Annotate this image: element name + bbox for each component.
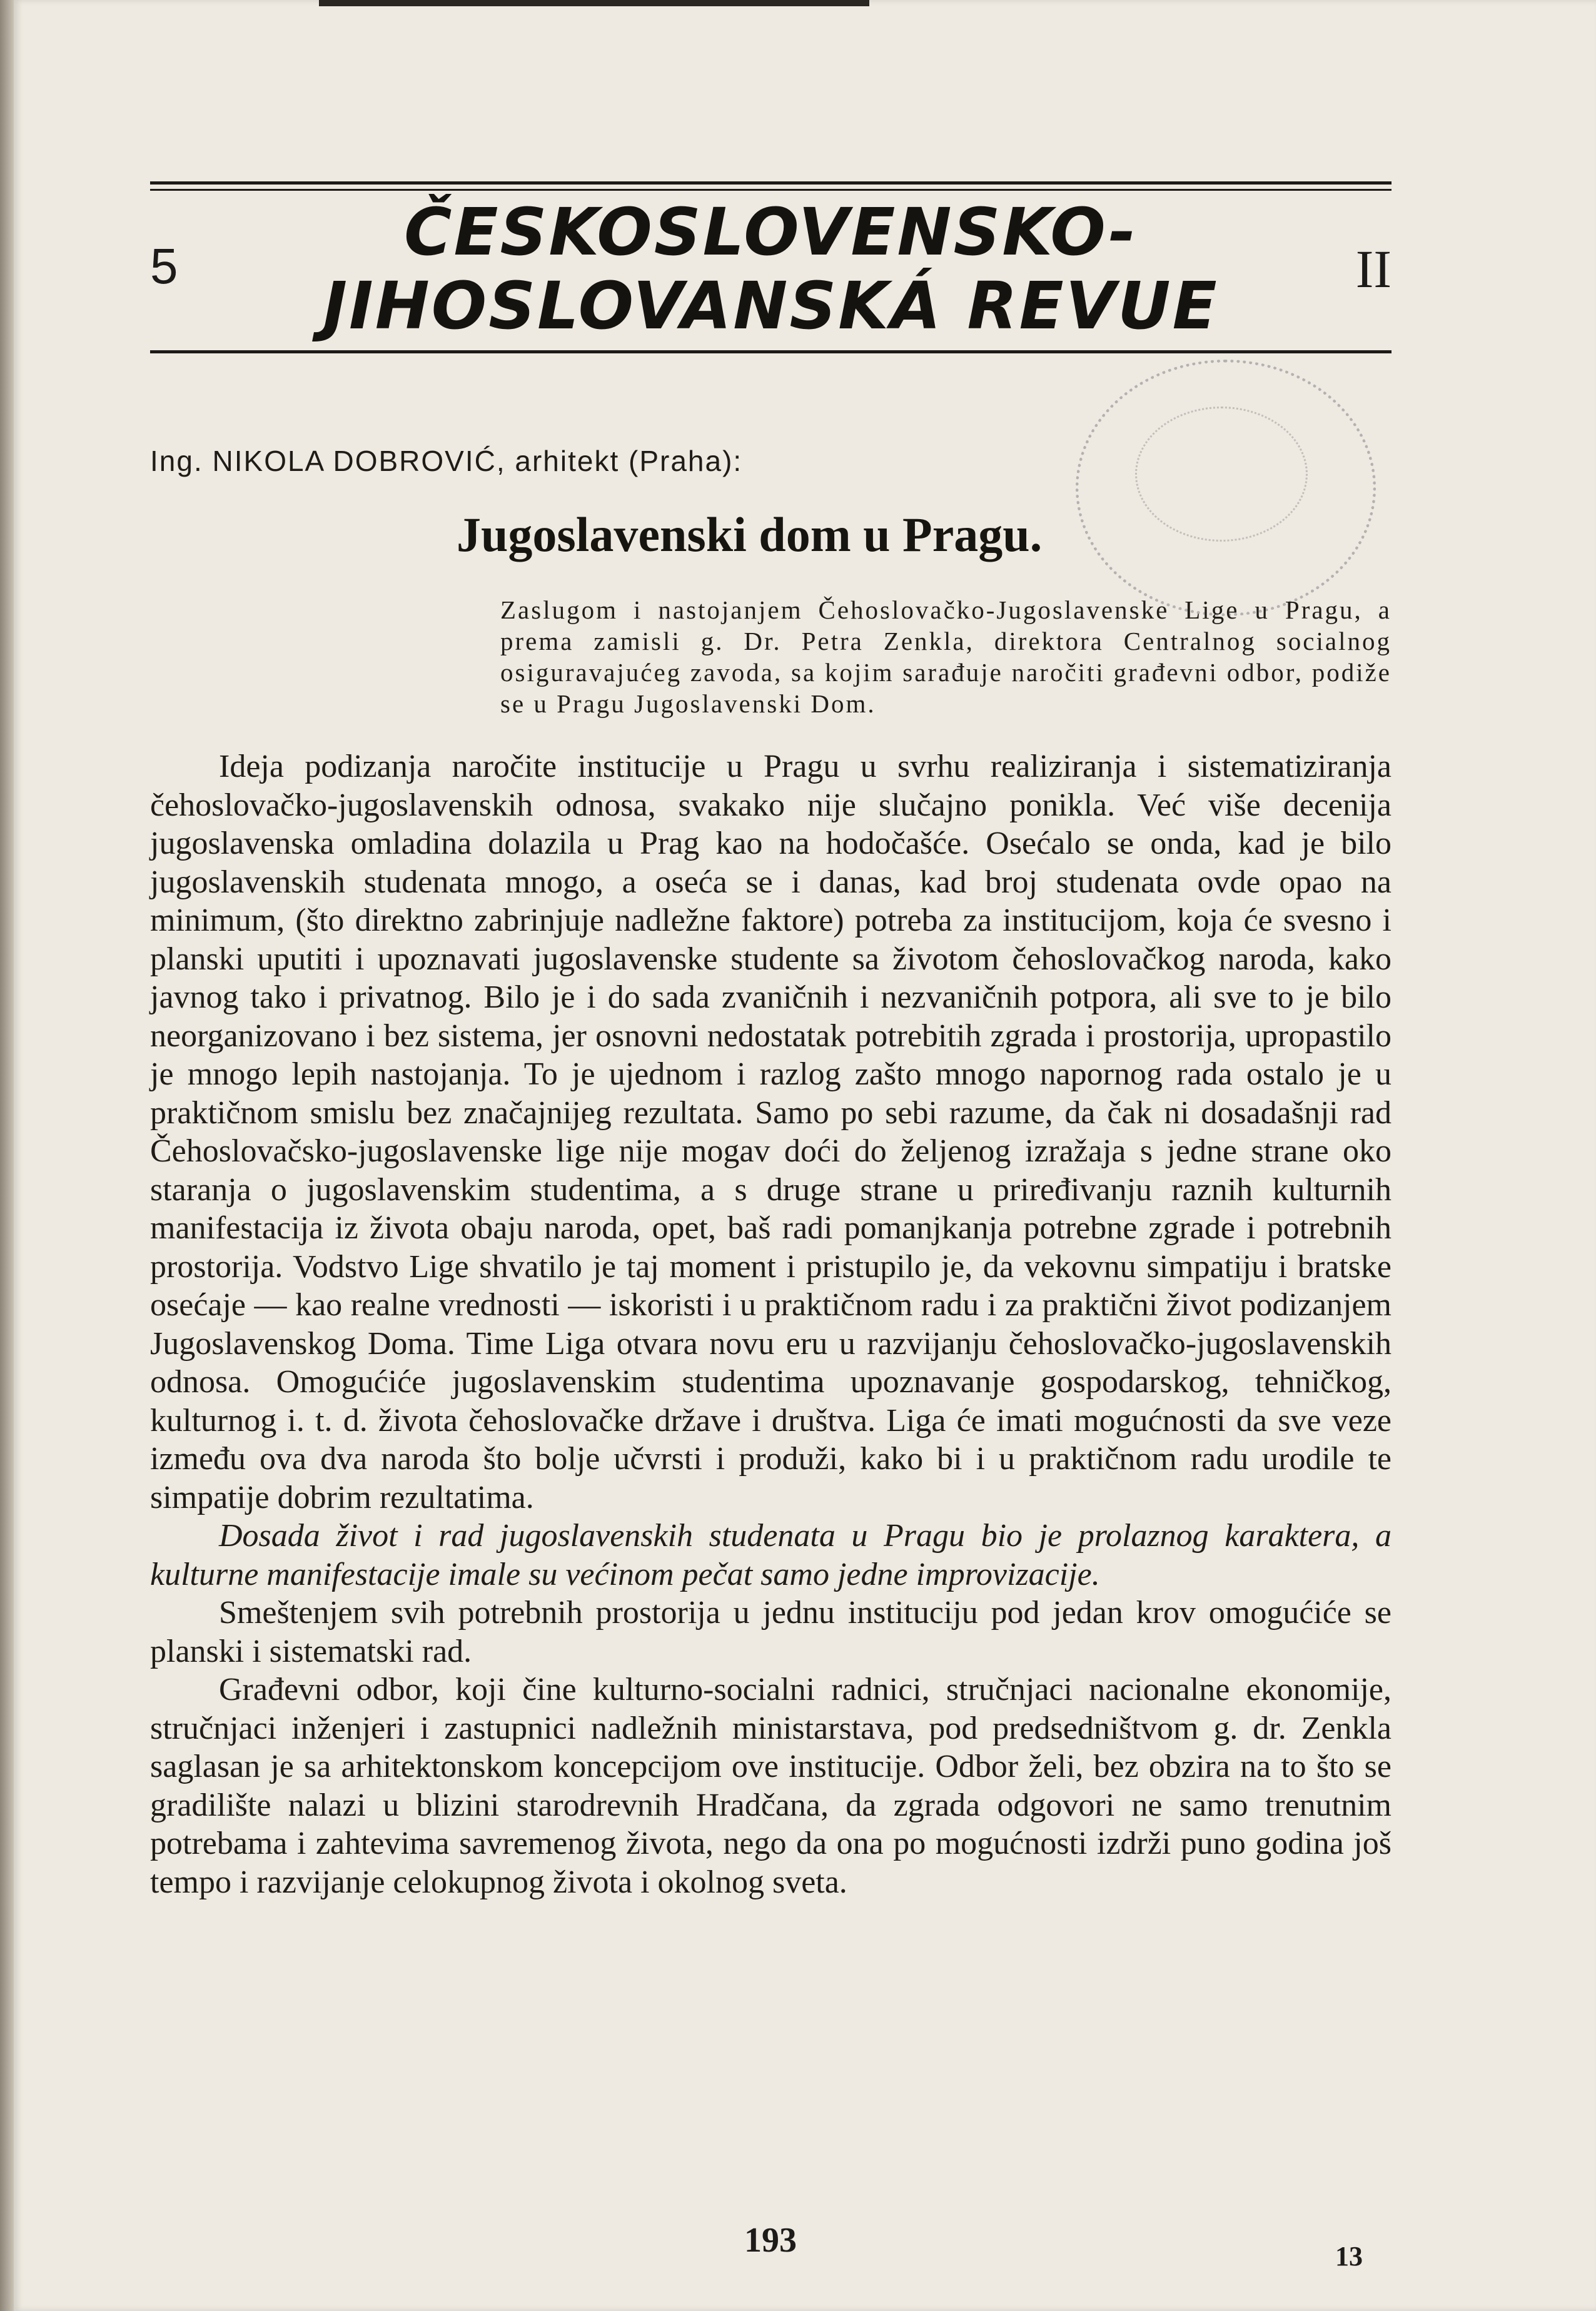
body-paragraph-italic: Dosada život i rad jugoslavenskih studenata u Pragu bio je prolaznog karaktera, a kulturne manifestacije imale su većinom pečat samo jedne improvizacije. bbox=[150, 1518, 1391, 1592]
masthead bbox=[150, 188, 1391, 350]
body-paragraph: Građevni odbor, koji čine kulturno-socialni radnici, stručnjaci nacionalne ekonomije, stručnjaci inženjeri i zastupnici nadležnih ministarstava, pod predsedništvom g. dr. Zenkla saglasan je sa arhitektonskom koncepcijom ove institucije. Odbor želi, bez obzira na to što se gradilište nalazi u blizini starodrevnih Hradčana, da zgrada odgovori ne samo trenutnim potrebama i zahtevima savremenog života, nego da ona po mogućnosti izdrži puno godina još tempo i razvijanje celokupnog života i okolnog sveta. bbox=[150, 1672, 1391, 1900]
library-stamp bbox=[1076, 360, 1376, 616]
header-bottom-rule bbox=[150, 350, 1391, 353]
top-edge-bar bbox=[319, 0, 869, 6]
article-title: Jugoslavenski dom u Pragu. bbox=[457, 507, 1043, 562]
body-paragraph: Ideja podizanja naročite institucije u Pragu u svrhu realiziranja i sistematiziranja čehoslovačko-jugoslavenskih odnosa, svakako nije slučajno ponikla. Već više decenija jugoslavenska omladina dolazila u Prag kao na hodočašće. Osećalo se onda, kad je bilo jugoslavenskih studenata mnogo, a oseća se i danas, kad broj studenata ovde opao na minimum, (što direktno zabrinjuje nadležne faktore) potreba za institucijom, koja će svesno i planski uputiti i upoznavati jugoslavenske studente sa životom čehoslovačkog naroda, kako javnog tako i privatnog. Bilo je i do sada zvaničnih i nezvaničnih potpora, ali sve to je bilo neorganizovano i bez sistema, jer osnovni nedostatak potrebitih zgrada i prostorija, upropastilo je mnogo lepih nastojanja. To je ujednom i razlog zašto mnogo napornog rada ostalo je u praktičnom smislu bez značajnijeg rezultata. Samo po sebi razume, da čak ni dosadašnji rad Čehoslovačsko-jugoslavenske lige nije mogav doći do željenog izražaja s jedne strane oko staranja o jugoslavenskim studentima, a s druge strane u priređivanju raznih kulturnih manifestacija iz života obaju naroda, opet, baš radi pomanjkanja potrebne zgrade i potrebnih prostorija. Vodstvo Lige shvatilo je taj moment i pristupilo je, da vekovnu simpatiju i bratske osećaje — kao realne vrednosti — iskoristi i u praktičnom radu i za praktični život podizanjem Jugoslavenskog Doma. Time Liga otvara novu eru u razvijanju čehoslovačko-jugoslavenskih odnosa. Omogućiće jugoslavenskim studentima upoznavanje gospodarskog, tehničkog, kulturnog i. t. d. života čehoslovačke države i društva. Liga će imati mogućnosti da sve veze između ova dva naroda što bolje učvrsti i produži, kako bi i u praktičnom radu urodile te simpatije dobrim rezultatima. bbox=[150, 749, 1391, 1515]
article-lead: Zaslugom i nastojanjem Čehoslovačko-Jugoslavenske Lige u Pragu, a prema zamisli g. Dr. Petra Zenkla, direktora Centralnog socialnog osiguravajućeg zavoda, sa kojim sarađuje naročiti građevni odbor, podiže se u Pragu Jugoslavenski Dom. bbox=[500, 595, 1391, 718]
body-paragraph: Smeštenjem svih potrebnih prostorija u jednu instituciju pod jedan krov omogućiće se planski i sistematski rad. bbox=[150, 1595, 1391, 1669]
issue-number: 5 bbox=[150, 238, 178, 294]
journal-title-line2: JIHOSLOVANSKÁ REVUE bbox=[323, 268, 1219, 344]
sheet-number: 13 bbox=[1335, 2241, 1363, 2272]
book-spine bbox=[0, 0, 14, 2311]
journal-title bbox=[150, 195, 1391, 343]
volume-number: II bbox=[1355, 239, 1391, 299]
author-line: Ing. NIKOLA DOBROVIĆ, arhitekt (Praha): bbox=[150, 445, 743, 477]
page-number: 193 bbox=[744, 2221, 797, 2260]
header-top-rule bbox=[150, 181, 1391, 185]
article-body bbox=[150, 747, 1391, 1901]
journal-title-line1: ČESKOSLOVENSKO- bbox=[404, 194, 1138, 270]
